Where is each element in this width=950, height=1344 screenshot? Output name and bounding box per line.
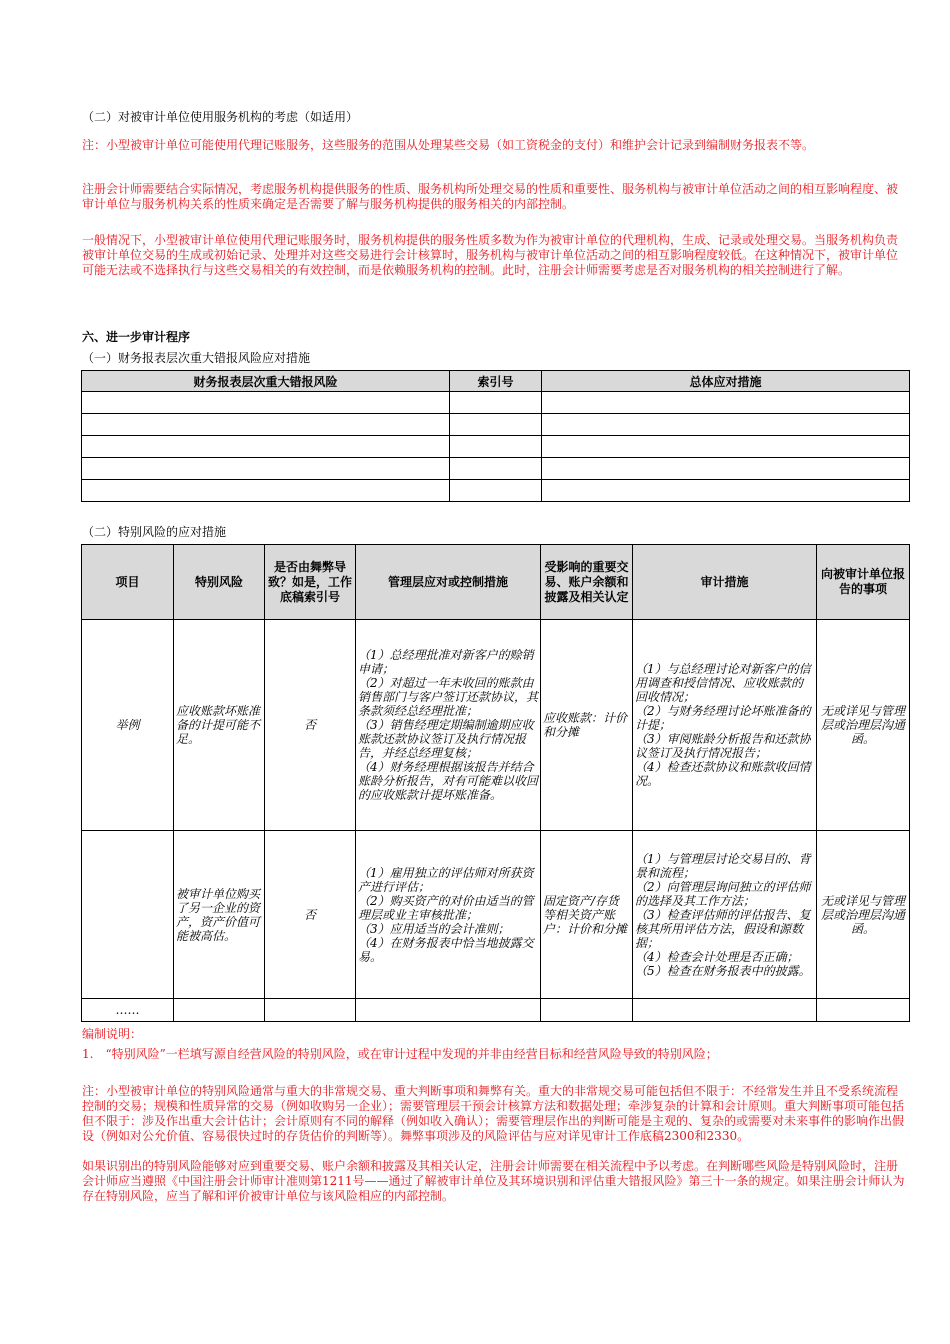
compile-title: 编制说明： [82,1027,143,1041]
table-row [82,620,910,831]
row1-audit: （1）与总经理讨论对新客户的信用调查和授信情况、应收账款的回收情况； （2）与财务经理讨论坏账准备的计提； （3）审阅账龄分析报告和还款协议签订及执行情况报告； （4）检查还款协议和账款收回情况。 [633,620,817,831]
service-org-note-2: 注册会计师需要结合实际情况，考虑服务机构提供服务的性质、服务机构所处理交易的性质和重要性、服务机构与被审计单位活动之间的相互影响程度、被审计单位与服务机构关系的性质来确定是否需要了解与服务机构提供的服务相关的内部控制。 [82,182,899,211]
row2-audit: （1）与管理层讨论交易目的、背景和流程； （2）向管理层询问独立的评估师的选择及其工作方法； （3）检查评估师的评估报告、复核其所用评估方法，假设和源数据； （4）检查会计处理是否正确； （5）检查在财务报表中的披露。 [633,831,817,999]
row1-mgmt: （1）总经理批准对新客户的赊销申请； （2）对超过一年未收回的账款由销售部门与客户签订还款协议，其条款须经总经理批准； （3）销售经理定期编制逾期应收账款还款协议签订及执行情况报告，并经总经理复核； （4）财务经理根据该报告并结合账龄分析报告，对有可能难以收回的应收账款计提坏账准备。 [356,620,541,831]
t2-header-audit: 审计措施 [633,545,817,620]
row1-item: 举例 [82,620,174,831]
section-6-title: 六、进一步审计程序 [82,330,191,344]
section-6-sub-1: （一）财务报表层次重大错报风险应对措施 [82,351,311,365]
table-row [82,414,910,436]
row2-report: 无或详见与管理层或治理层沟通函。 [817,831,910,999]
financial-level-risk-table [81,370,910,502]
section-6-sub-2: （二）特别风险的应对措施 [82,525,227,539]
t2-header-risk: 特别风险 [174,545,265,620]
t1-header-index: 索引号 [450,371,542,392]
service-org-note-1: 注：小型被审计单位可能使用代理记账服务，这些服务的范围从处理某些交易（如工资税金的支付）和维护会计记录到编制财务报表不等。 [82,138,815,152]
row2-affected: 固定资产/存货等相关资产账户：计价和分摊 [541,831,633,999]
row2-risk: 被审计单位购买了另一企业的资产，资产价值可能被高估。 [174,831,265,999]
table-row [82,436,910,458]
t1-header-risk: 财务报表层次重大错报风险 [82,371,450,392]
t2-header-fraud: 是否由舞弊导致？如是，工作底稿索引号 [265,545,356,620]
table-row [82,831,910,999]
table-row [82,392,910,414]
row1-affected: 应收账款：计价和分摊 [541,620,633,831]
service-org-heading: （二）对被审计单位使用服务机构的考虑（如适用） [82,110,359,124]
special-risk-table [81,544,910,1022]
row2-mgmt: （1）雇用独立的评估师对所获资产进行评估； （2）购买资产的对价由适当的管理层或业主审核批准； （3）应用适当的会计准则； （4）在财务报表中恰当地披露交易。 [356,831,541,999]
t2-header-item: 项目 [82,545,174,620]
compile-item-1: 1. “特别风险”一栏填写源自经营风险的特别风险，或在审计过程中发现的并非由经营目标和经营风险导致的特别风险； [82,1047,718,1061]
table-row [82,480,910,502]
service-org-note-3: 一般情况下，小型被审计单位使用代理记账服务时，服务机构提供的服务性质多数为作为被审计单位的代理机构，生成、记录或处理交易。当服务机构负责被审计单位交易的生成或初始记录、处理并对这些交易进行会计核算时，服务机构与被审计单位活动之间的相互影响程度较低。在这种情况下，被审计单位可能无法或不选择执行与这些交易相关的有效控制，而是依赖服务机构的控制。此时，注册会计师需要考虑是否对服务机构的相关控制进行了解。 [82,233,899,277]
row1-report: 无或详见与管理层或治理层沟通函。 [817,620,910,831]
t2-header-report: 向被审计单位报告的事项 [817,545,910,620]
t2-header-mgmt: 管理层应对或控制措施 [356,545,541,620]
row1-risk: 应收账款坏账准备的计提可能不足。 [174,620,265,831]
compile-last: 如果识别出的特别风险能够对应到重要交易、账户余额和披露及其相关认定，注册会计师需要在相关流程中予以考虑。在判断哪些风险是特别风险时，注册会计师应当遵照《中国注册会计师审计准则第1211号——通过了解被审计单位及其环境识别和评估重大错报风险》第三十一条的规定。如果注册会计师认为存在特别风险，应当了解和评价被审计单位与该风险相应的内部控制。 [82,1159,905,1203]
table-row [82,458,910,480]
compile-note: 注：小型被审计单位的特别风险通常与重大的非常规交易、重大判断事项和舞弊有关。重大的非常规交易可能包括但不限于：不经常发生并且不受系统流程控制的交易；规模和性质异常的交易（例如收购另一企业）；需要管理层干预会计核算方法和数据处理；牵涉复杂的计算和会计原则。重大判断事项可能包括但不限于：涉及作出重大会计估计；会计原则有不同的解释（例如收入确认）；需要管理层作出的判断可能是主观的、复杂的或需要对未来事件的影响作出假设（例如对公允价值、容易很快过时的存货估价的判断等）。舞弊事项涉及的风险评估与应对详见审计工作底稿2300和2330。 [82,1084,905,1143]
table-row [82,999,910,1022]
t1-header-response: 总体应对措施 [542,371,910,392]
row2-fraud: 否 [265,831,356,999]
row3-item: …… [82,999,174,1022]
t2-header-affected: 受影响的重要交易、账户余额和披露及相关认定 [541,545,633,620]
row1-fraud: 否 [265,620,356,831]
